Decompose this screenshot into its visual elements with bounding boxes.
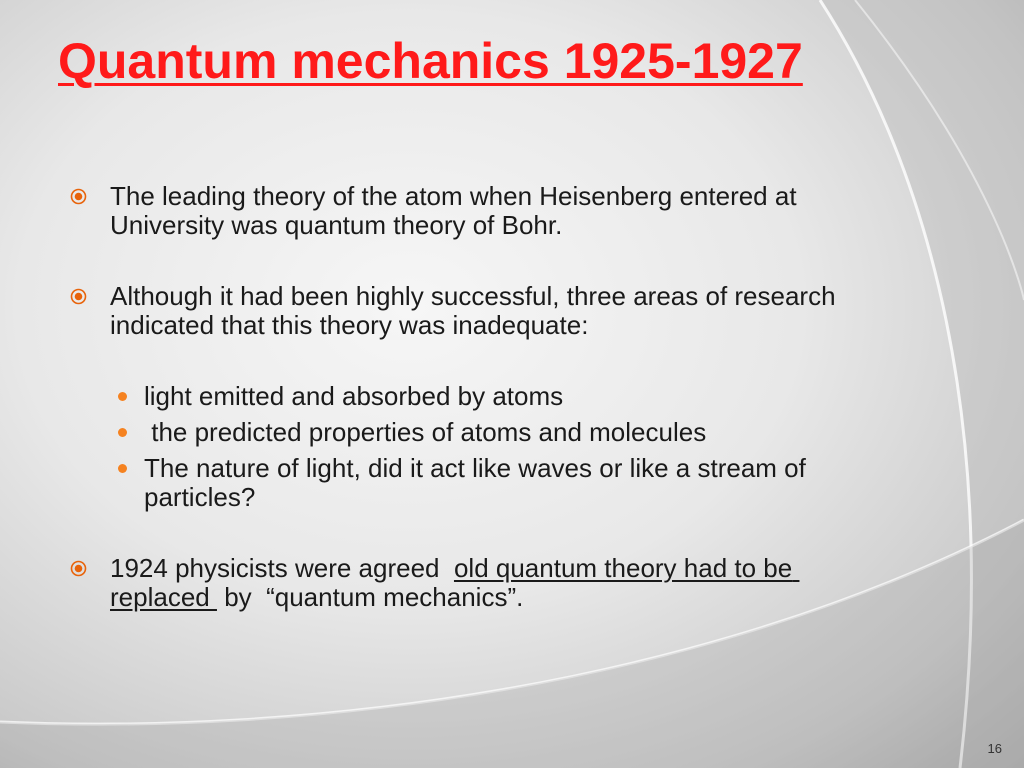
dot-icon (118, 428, 127, 437)
sub-bullet-text: The nature of light, did it act like waves or like a stream of particles? (144, 453, 806, 512)
dot-icon (118, 464, 127, 473)
slide-title: Quantum mechanics 1925-1927 (58, 33, 803, 89)
dot-icon (118, 392, 127, 401)
bullet-text: The leading theory of the atom when Heisenberg entered at University was quantum theory of Bohr. (110, 181, 797, 240)
page-number: 16 (987, 741, 1002, 756)
sub-bullet-text: the predicted properties of atoms and molecules (144, 417, 707, 447)
sub-bullet-item (118, 382, 888, 411)
bullet-text-underlined: old quantum theory had to be replaced (110, 553, 800, 612)
sub-bullet-item (118, 418, 888, 447)
bullet-text: Although it had been highly successful, three areas of research indicated that this theory was inadequate: (110, 281, 836, 340)
bullet-text-suffix: by “quantum mechanics”. (216, 582, 524, 612)
bullet-item (70, 554, 890, 612)
bullet-text-prefix: 1924 physicists were agreed (110, 553, 454, 583)
bullet-item (70, 282, 890, 340)
circle-target-icon (70, 288, 87, 305)
bullet-item (70, 182, 890, 240)
sub-bullet-text: light emitted and absorbed by atoms (144, 381, 564, 411)
circle-target-icon (70, 188, 87, 205)
bullet-text (110, 554, 890, 612)
sub-bullet-item (118, 454, 888, 512)
circle-target-icon (70, 560, 87, 577)
